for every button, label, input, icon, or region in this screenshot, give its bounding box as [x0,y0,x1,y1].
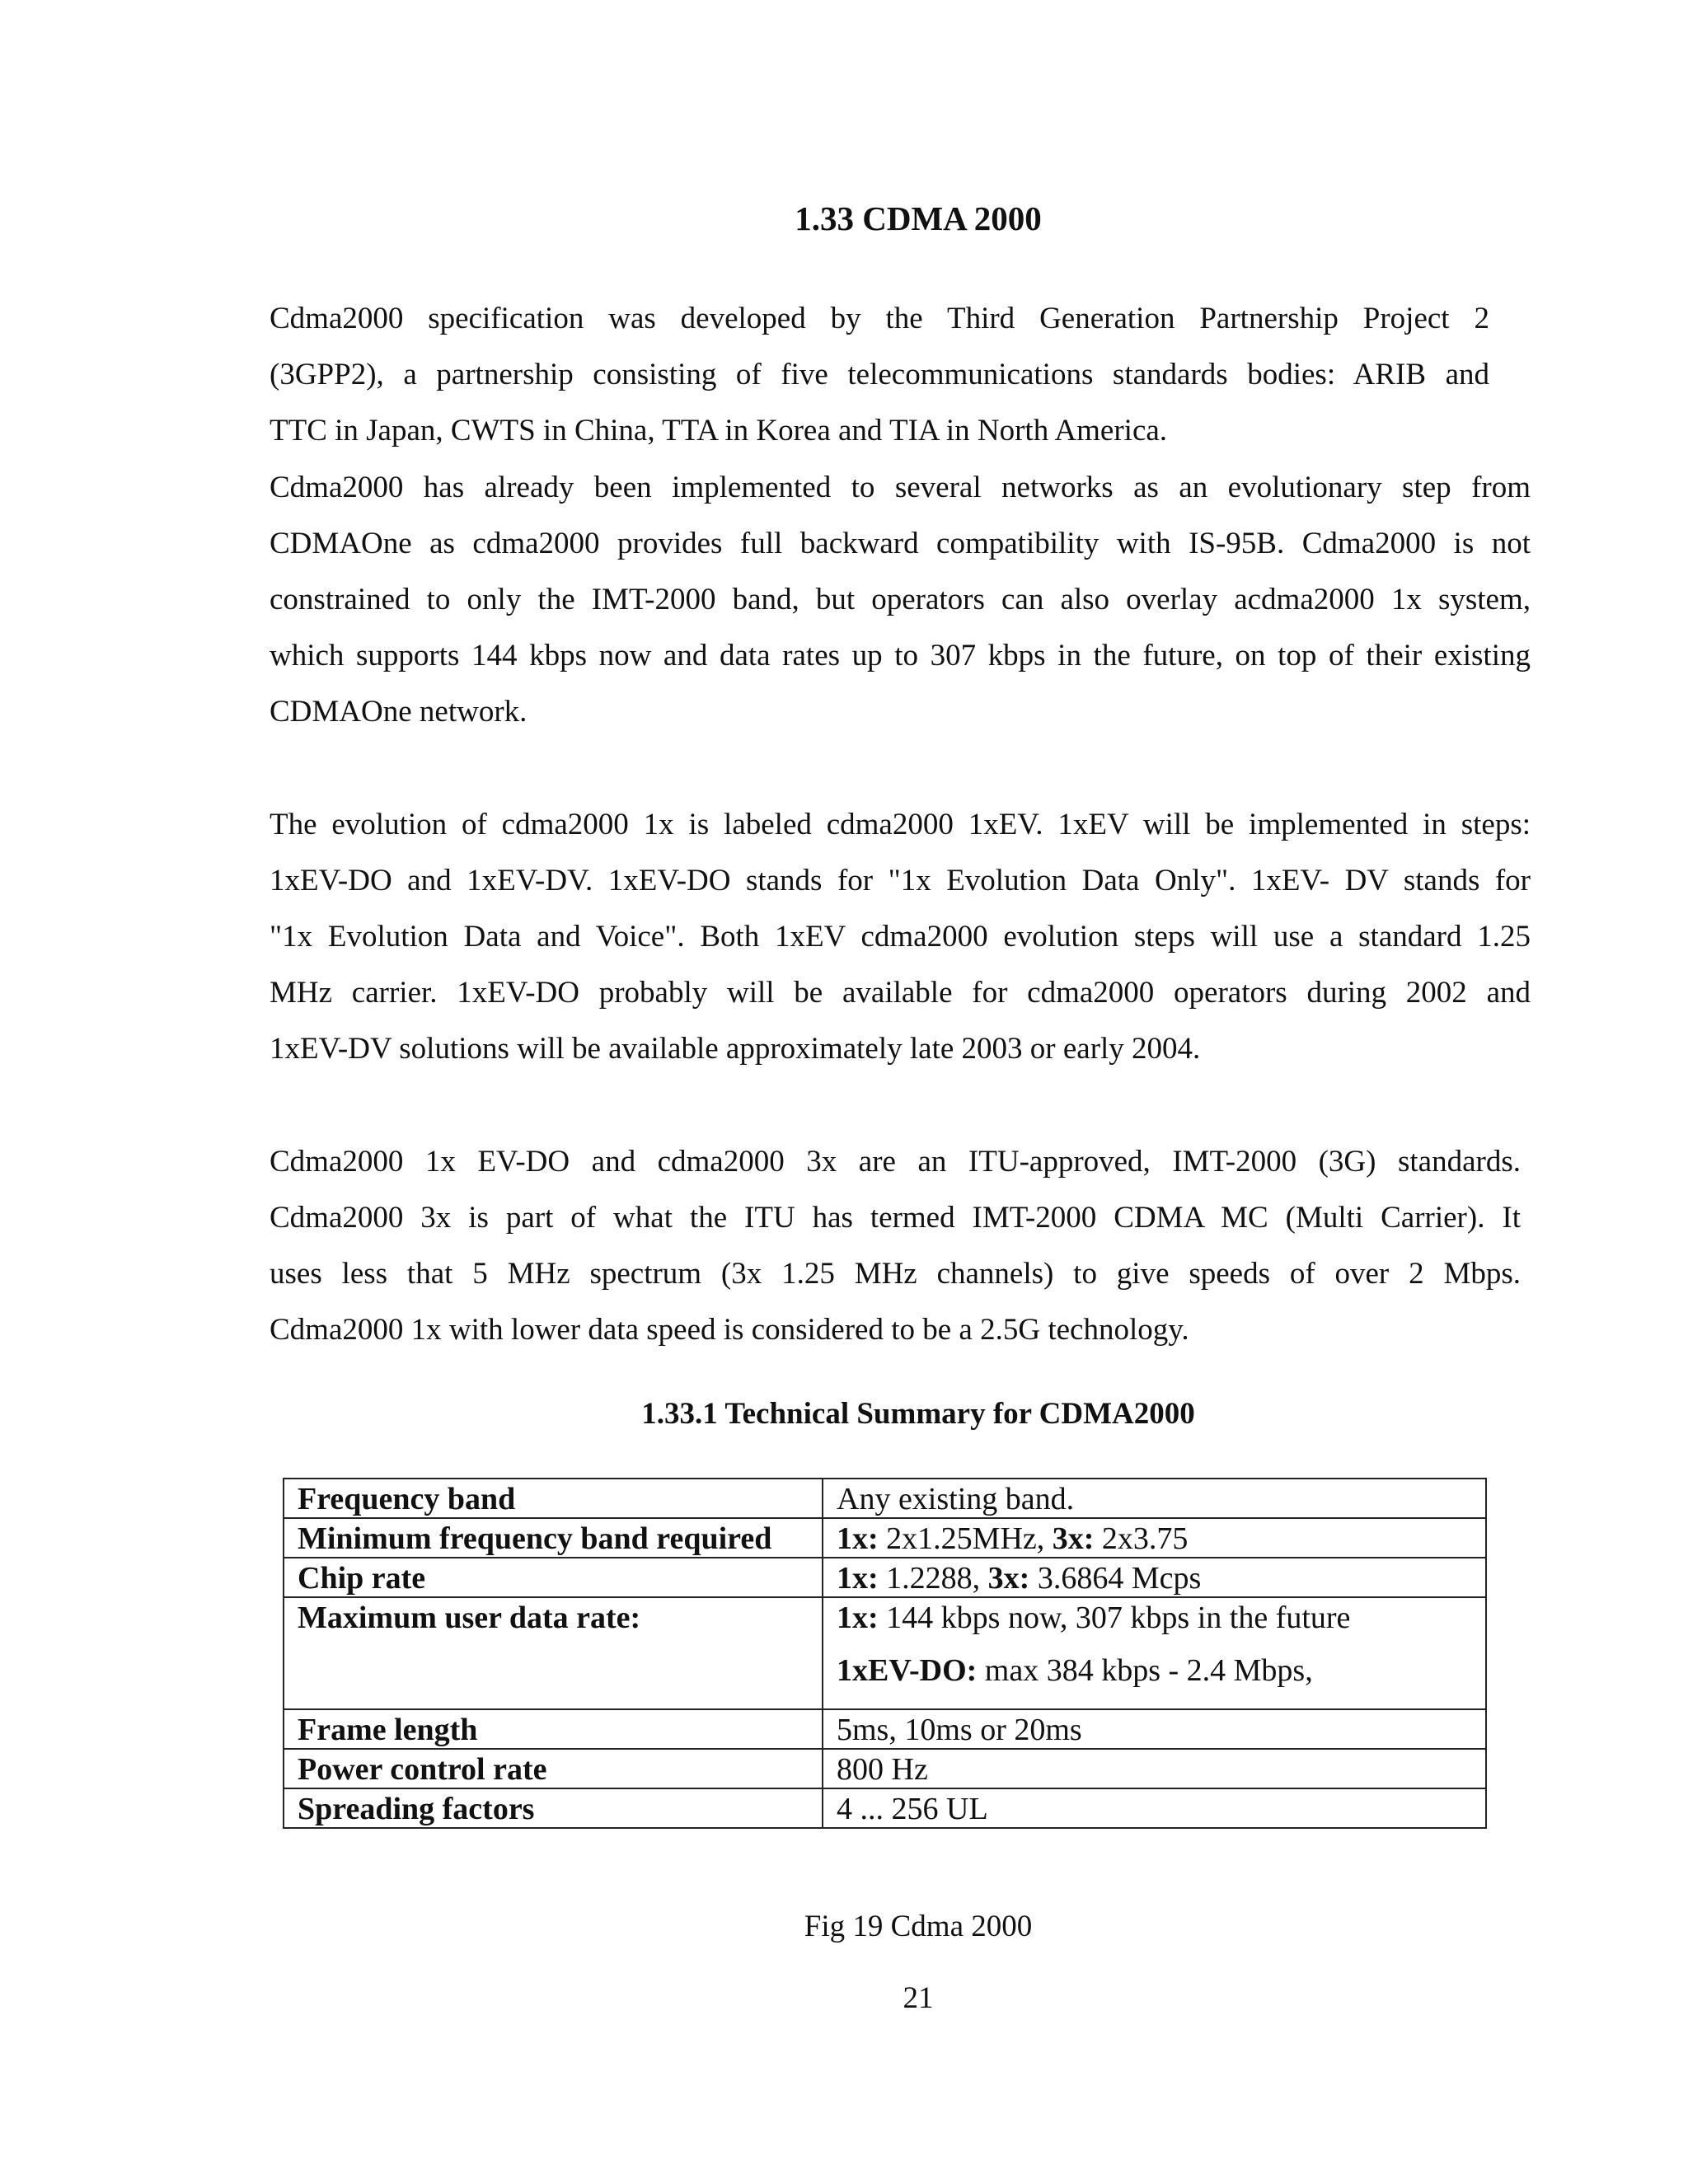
row-value: 800 Hz [823,1749,1486,1788]
paragraph-line: The evolution of cdma2000 1x is labeled cdma2000 1xEV. 1xEV will be implemented in steps: [270,808,1531,841]
value-text: 3.6864 Mcps [1029,1561,1202,1596]
value-text: 2x3.75 [1094,1521,1189,1556]
paragraph-line: Cdma2000 1x with lower data speed is considered to be a 2.5G technology. [270,1313,1189,1347]
row-value: 5ms, 10ms or 20ms [823,1709,1486,1749]
figure-caption: Fig 19 Cdma 2000 [804,1910,1033,1943]
section-title: 1.33 CDMA 2000 [795,199,1042,237]
page-number: 21 [903,1981,934,2015]
value-key: 3x: [987,1561,1030,1596]
paragraph-line: Cdma2000 1x EV-DO and cdma2000 3x are an ITU-approved, IMT-2000 (3G) standards. [270,1145,1521,1179]
value-key: 1x: [837,1521,879,1556]
table-row [284,1597,1486,1709]
paragraph-line: Cdma2000 specification was developed by the Third Generation Partnership Project 2 [270,302,1489,335]
technical-summary-table [283,1478,1487,1829]
paragraph-line: CDMAOne as cdma2000 provides full backward compatibility with IS-95B. Cdma2000 is not [270,527,1531,560]
paragraph-2 [270,460,1531,740]
paragraph-line: 1xEV-DO and 1xEV-DV. 1xEV-DO stands for "1x Evolution Data Only". 1xEV- DV stands for [270,864,1531,898]
value-text: 144 kbps now, 307 kbps in the future [878,1601,1351,1635]
value-key: 1xEV-DO: [837,1653,978,1688]
paragraph-line: 1xEV-DV solutions will be available approximately late 2003 or early 2004. [270,1032,1201,1066]
table-row [284,1709,1486,1749]
paragraph-1 [270,291,1489,459]
paragraph-3 [270,797,1531,1077]
table-row [284,1518,1486,1558]
paragraph-line: TTC in Japan, CWTS in China, TTA in Korea and TIA in North America. [270,414,1168,448]
paragraph-line: Cdma2000 has already been implemented to several networks as an evolutionary step from [270,471,1531,504]
paragraph-line: "1x Evolution Data and Voice". Both 1xEV cdma2000 evolution steps will use a standard 1.25 [270,920,1531,954]
paragraph-line: Cdma2000 3x is part of what the ITU has termed IMT-2000 CDMA MC (Multi Carrier). It [270,1201,1521,1235]
value-text: 2x1.25MHz, [878,1521,1053,1556]
table-row [284,1788,1486,1828]
paragraph-line: (3GPP2), a partnership consisting of five telecommunications standards bodies: ARIB and [270,358,1489,391]
value-text: max 384 kbps - 2.4 Mbps, [977,1653,1313,1688]
paragraph-line: which supports 144 kbps now and data rates up to 307 kbps in the future, on top of their existing [270,639,1531,673]
row-value [823,1558,1486,1597]
value-key: 1x: [837,1601,879,1635]
row-value: Any existing band. [823,1479,1486,1518]
table-row [284,1558,1486,1597]
row-value [823,1518,1486,1558]
paragraph-line: MHz carrier. 1xEV-DO probably will be available for cdma2000 operators during 2002 and [270,976,1531,1010]
paragraph-line: constrained to only the IMT-2000 band, but operators can also overlay acdma2000 1x system, [270,583,1531,616]
value-line [837,1600,1472,1636]
subsection-title: 1.33.1 Technical Summary for CDMA2000 [641,1397,1195,1431]
table-row [284,1479,1486,1518]
row-value: 4 ... 256 UL [823,1788,1486,1828]
paragraph-line: CDMAOne network. [270,695,528,729]
row-label: Maximum user data rate: [284,1597,823,1709]
row-label: Frame length [284,1709,823,1749]
value-line [837,1652,1472,1689]
value-key: 1x: [837,1561,879,1596]
value-key: 3x: [1052,1521,1095,1556]
table-row [284,1749,1486,1788]
value-text: 1.2288, [878,1561,988,1596]
row-label: Power control rate [284,1749,823,1788]
paragraph-line: uses less that 5 MHz spectrum (3x 1.25 MHz channels) to give speeds of over 2 Mbps. [270,1257,1521,1291]
row-value [823,1597,1486,1709]
row-label: Frequency band [284,1479,823,1518]
row-label: Spreading factors [284,1788,823,1828]
row-label: Chip rate [284,1558,823,1597]
paragraph-4 [270,1134,1521,1358]
row-label: Minimum frequency band required [284,1518,823,1558]
